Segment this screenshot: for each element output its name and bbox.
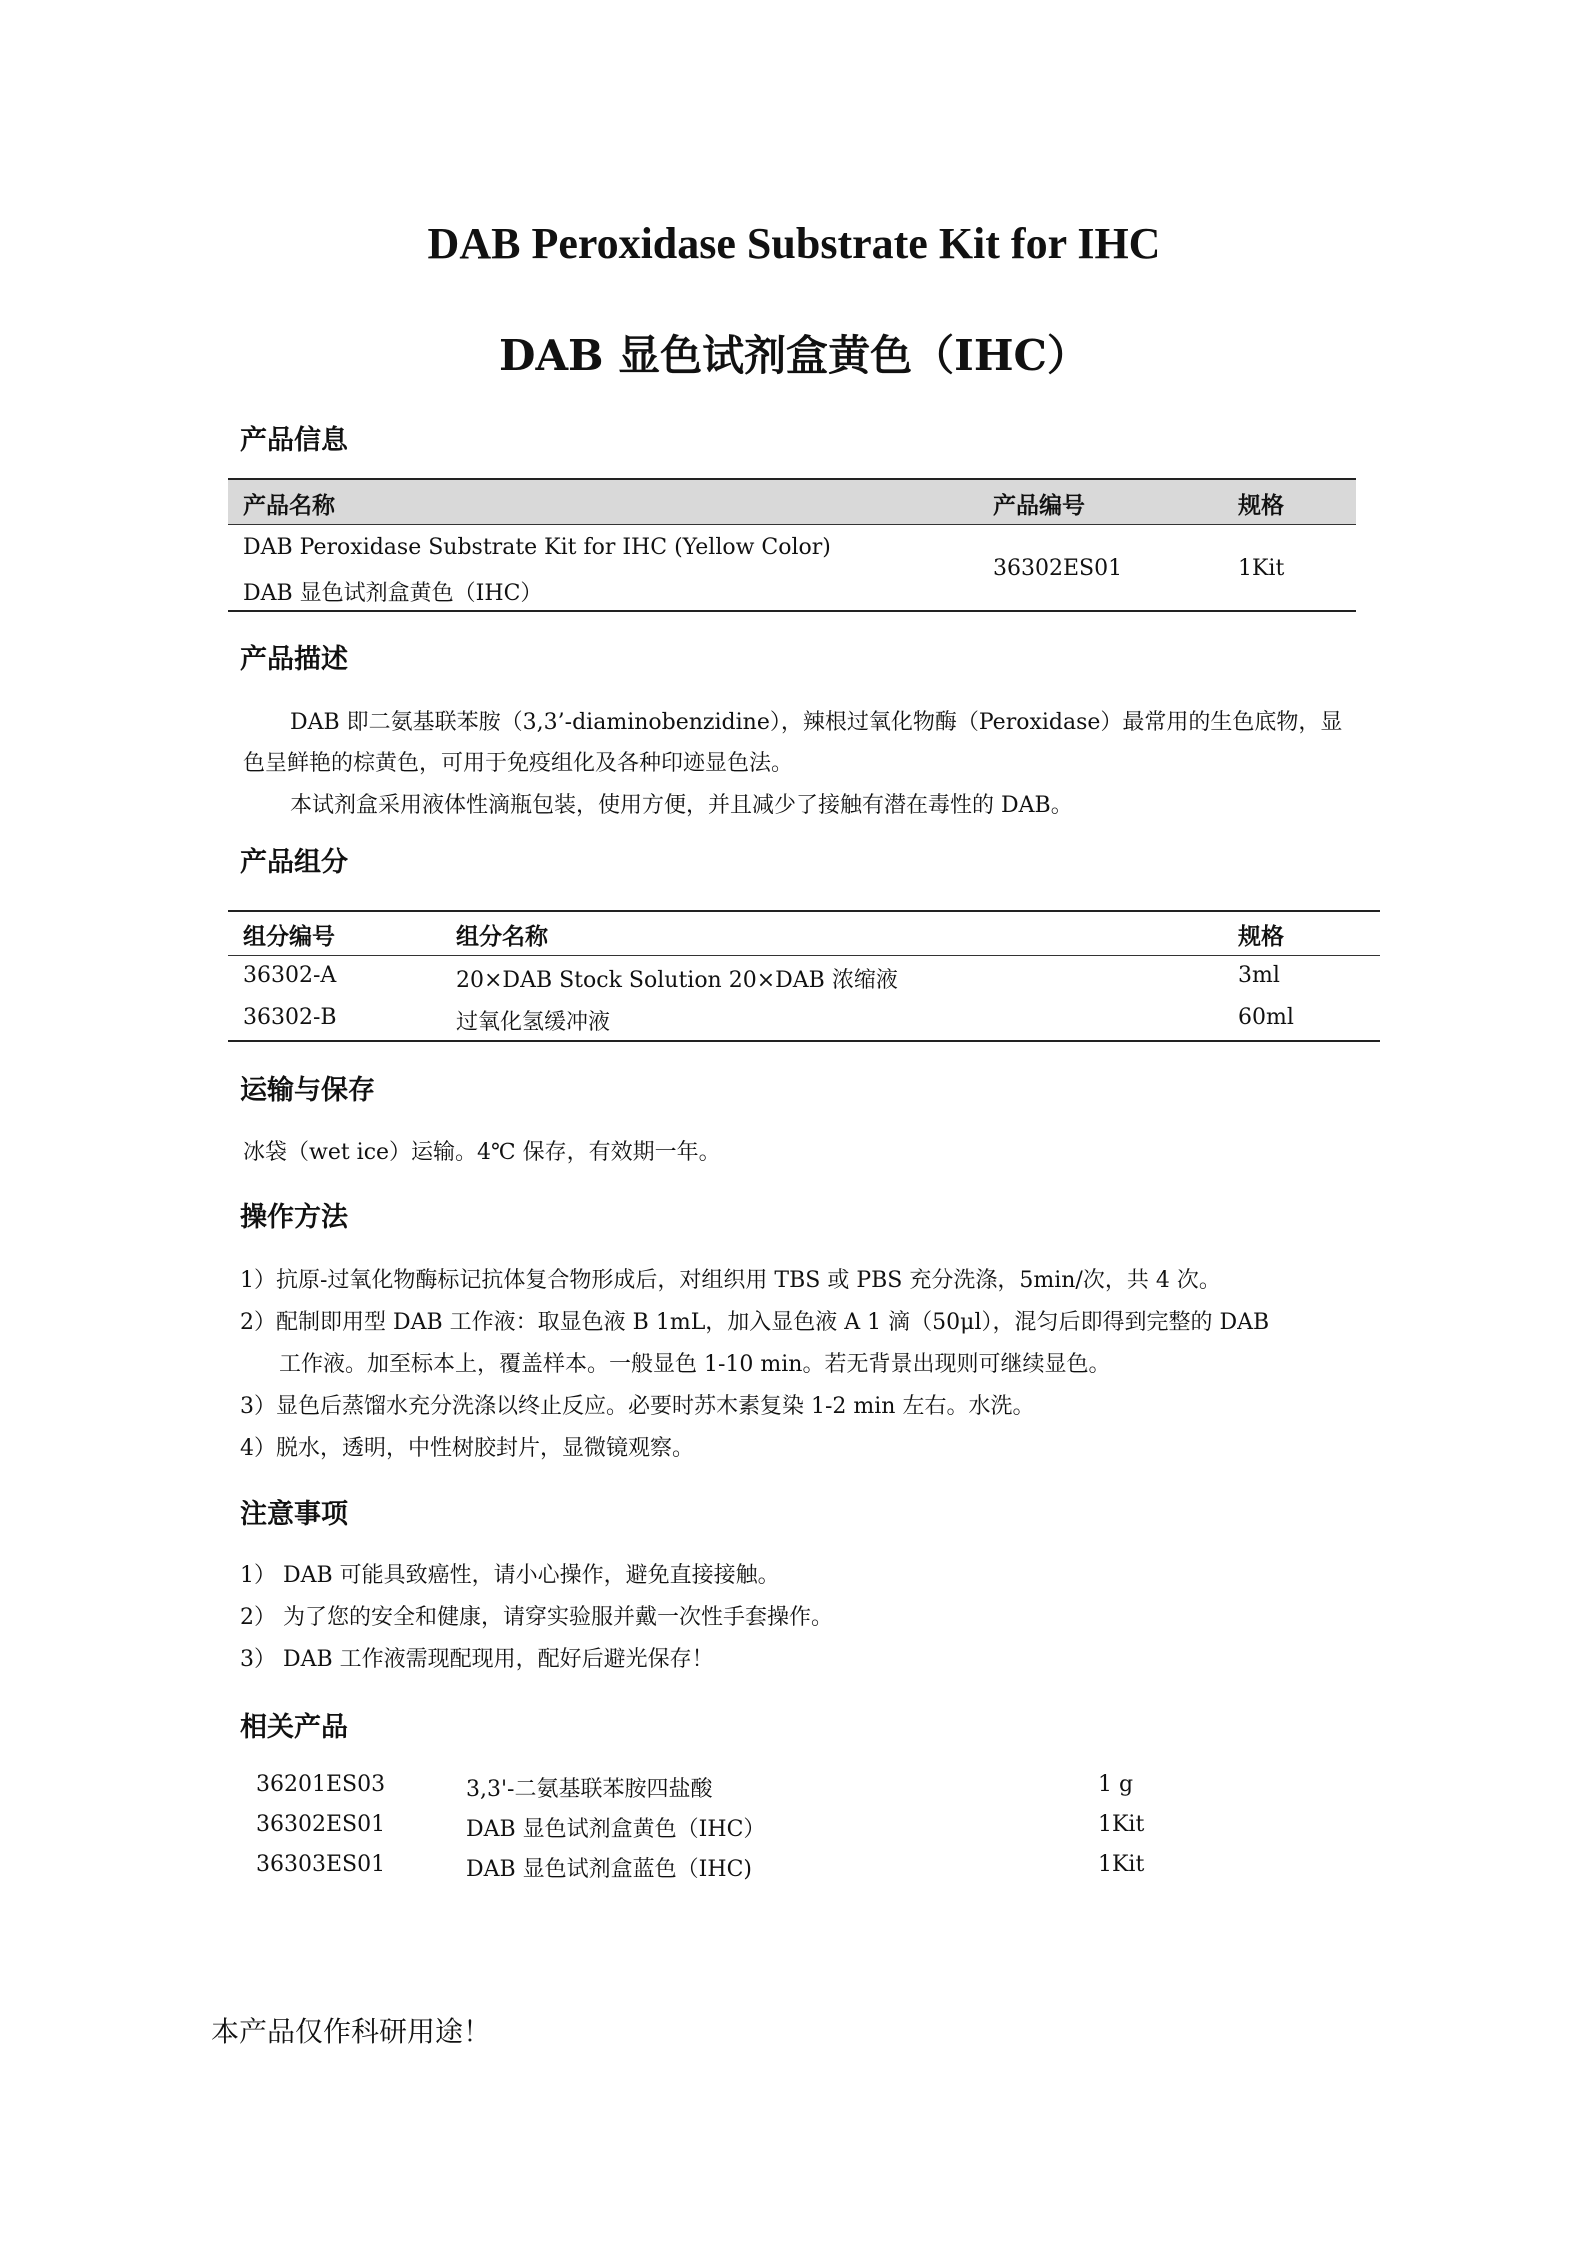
- header-product-code: 产品编号: [993, 492, 1085, 519]
- description-line-1: DAB 即二氨基联苯胺（3,3’-diaminobenzidine），辣根过氧化物酶（Peroxidase）最常用的生色底物，显: [290, 710, 1343, 735]
- components-bottom-rule: [228, 1040, 1380, 1042]
- related-spec: 1 g: [1098, 1772, 1134, 1797]
- component-id: 36302-B: [243, 1005, 337, 1030]
- component-spec: 3ml: [1238, 963, 1280, 988]
- description-line-3: 本试剂盒采用液体性滴瓶包装，使用方便，并且减少了接触有潜在毒性的 DAB。: [290, 793, 1073, 818]
- title-english: DAB Peroxidase Substrate Kit for IHC: [427, 219, 1161, 268]
- heading-method: 操作方法: [240, 1202, 348, 1233]
- related-code: 36201ES03: [256, 1772, 386, 1797]
- related-spec: 1Kit: [1098, 1812, 1145, 1837]
- method-step-2: 2）配制即用型 DAB 工作液：取显色液 B 1mL，加入显色液 A 1 滴（50μl），混匀后即得到完整的 DAB: [240, 1310, 1270, 1335]
- table-header-rule: [228, 524, 1356, 525]
- product-name-en: DAB Peroxidase Substrate Kit for IHC (Yellow Color): [243, 535, 831, 560]
- related-spec: 1Kit: [1098, 1852, 1145, 1877]
- header-component-id: 组分编号: [243, 923, 335, 950]
- method-step-1: 1）抗原-过氧化物酶标记抗体复合物形成后，对组织用 TBS 或 PBS 充分洗涤，5min/次，共 4 次。: [240, 1268, 1221, 1293]
- related-name: DAB 显色试剂盒蓝色（IHC): [466, 1857, 752, 1882]
- title-chinese: DAB 显色试剂盒黄色（IHC）: [499, 331, 1089, 380]
- heading-storage: 运输与保存: [240, 1075, 375, 1106]
- heading-product-info: 产品信息: [240, 425, 348, 456]
- note-1: 1） DAB 可能具致癌性，请小心操作，避免直接接触。: [240, 1563, 780, 1588]
- storage-text: 冰袋（wet ice）运输。4℃ 保存，有效期一年。: [243, 1140, 721, 1165]
- research-use-notice: 本产品仅作科研用途！: [211, 2015, 492, 2048]
- method-step-2-cont: 工作液。加至标本上，覆盖样本。一般显色 1-10 min。若无背景出现则可继续显色。: [279, 1352, 1111, 1377]
- related-code: 36302ES01: [256, 1812, 386, 1837]
- related-code: 36303ES01: [256, 1852, 386, 1877]
- product-code: 36302ES01: [993, 556, 1123, 581]
- component-spec: 60ml: [1238, 1005, 1294, 1030]
- heading-related: 相关产品: [240, 1712, 348, 1743]
- header-component-spec: 规格: [1238, 923, 1284, 950]
- header-product-spec: 规格: [1238, 492, 1284, 519]
- table-header-bg: [228, 480, 1356, 524]
- note-2: 2） 为了您的安全和健康，请穿实验服并戴一次性手套操作。: [240, 1605, 833, 1630]
- component-id: 36302-A: [243, 963, 337, 988]
- product-spec: 1Kit: [1238, 556, 1285, 581]
- components-header-rule: [228, 955, 1380, 956]
- table-bottom-rule: [228, 610, 1356, 612]
- note-3: 3） DAB 工作液需现配现用，配好后避光保存！: [240, 1647, 714, 1672]
- component-name: 20×DAB Stock Solution 20×DAB 浓缩液: [456, 968, 898, 993]
- components-top-rule: [228, 910, 1380, 912]
- method-step-4: 4）脱水，透明，中性树胶封片，显微镜观察。: [240, 1436, 694, 1461]
- product-name-cn: DAB 显色试剂盒黄色（IHC）: [243, 581, 543, 606]
- component-name: 过氧化氢缓冲液: [456, 1010, 611, 1035]
- related-name: 3,3'-二氨基联苯胺四盐酸: [466, 1777, 713, 1802]
- heading-components: 产品组分: [240, 847, 348, 878]
- description-line-2: 色呈鲜艳的棕黄色，可用于免疫组化及各种印迹显色法。: [243, 751, 794, 776]
- related-name: DAB 显色试剂盒黄色（IHC）: [466, 1817, 766, 1842]
- header-component-name: 组分名称: [456, 923, 548, 950]
- heading-notes: 注意事项: [240, 1499, 348, 1530]
- heading-description: 产品描述: [240, 644, 348, 675]
- method-step-3: 3）显色后蒸馏水充分洗涤以终止反应。必要时苏木素复染 1-2 min 左右。水洗。: [240, 1394, 1035, 1419]
- header-product-name: 产品名称: [243, 492, 335, 519]
